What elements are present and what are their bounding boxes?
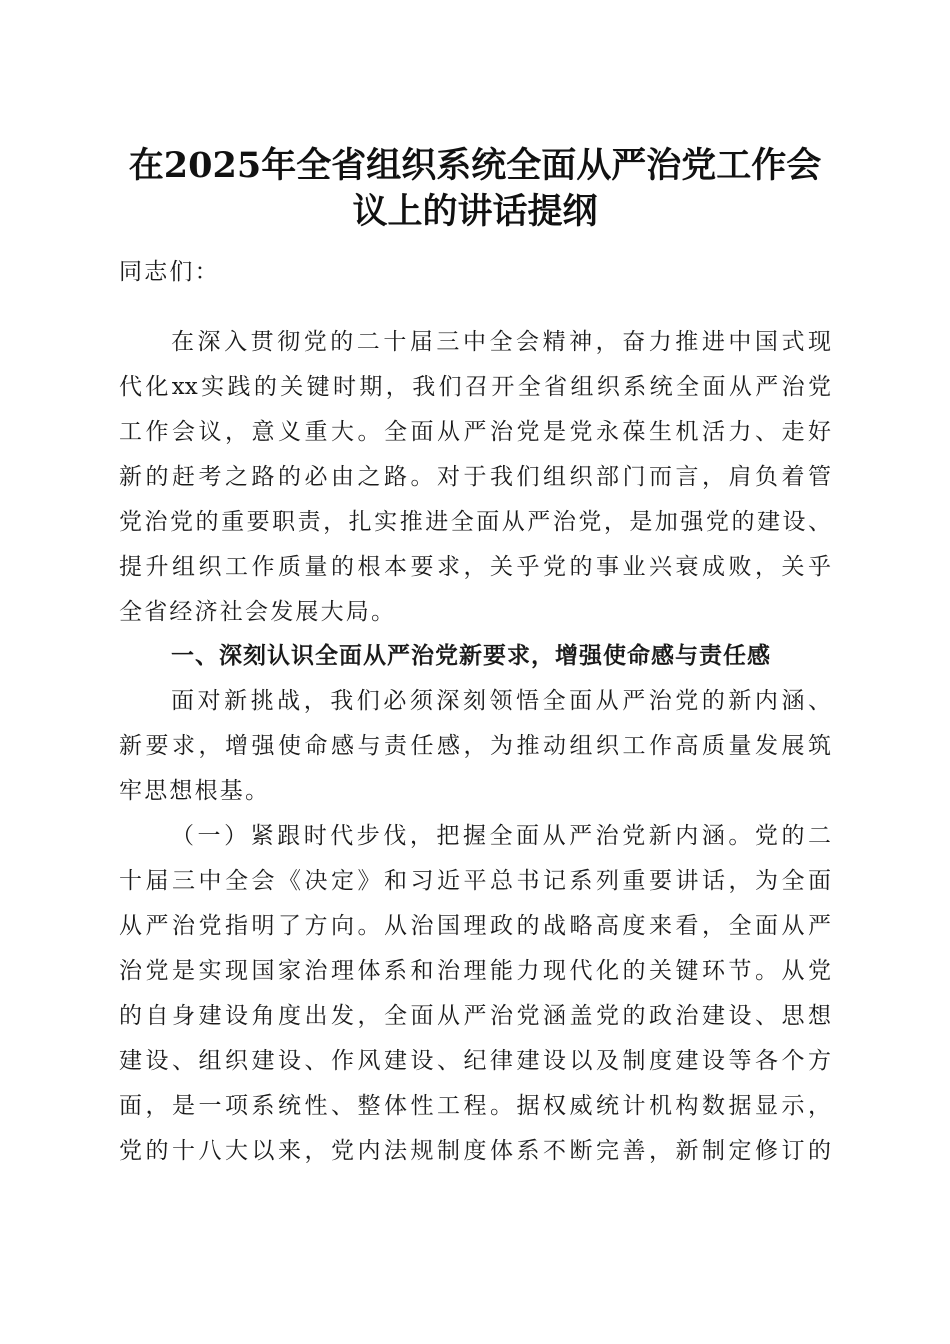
paragraph-line: 工作会议，意义重大。全面从严治党是党永葆生机活力、走好 — [119, 419, 831, 445]
paragraph-line: 建设、组织建设、作风建设、纪律建设以及制度建设等各个方 — [119, 1048, 831, 1074]
paragraph-line: 全省经济社会发展大局。 — [119, 599, 397, 625]
paragraph-line: 党治党的重要职责，扎实推进全面从严治党，是加强党的建设、 — [119, 509, 831, 535]
subsection-line: （一）紧跟时代步伐，把握全面从严治党新内涵。党的二 — [171, 823, 831, 849]
section-heading-1: 一、深刻认识全面从严治党新要求，增强使命感与责任感 — [171, 643, 771, 669]
paragraph-line: 提升组织工作质量的根本要求，关乎党的事业兴衰成败，关乎 — [119, 554, 831, 580]
salutation: 同志们： — [119, 259, 220, 285]
paragraph-line: 代化xx实践的关键时期，我们召开全省组织系统全面从严治党 — [119, 374, 831, 400]
paragraph-line: 面对新挑战，我们必须深刻领悟全面从严治党的新内涵、 — [171, 688, 831, 714]
paragraph-line: 新要求，增强使命感与责任感，为推动组织工作高质量发展筑 — [119, 733, 831, 759]
paragraph-line: 在深入贯彻党的二十届三中全会精神，奋力推进中国式现 — [171, 329, 831, 355]
document-title-line-1: 在2025年全省组织系统全面从严治党工作会 — [128, 145, 822, 186]
paragraph-line: 的自身建设角度出发，全面从严治党涵盖党的政治建设、思想 — [119, 1003, 831, 1029]
paragraph-line: 党的十八大以来，党内法规制度体系不断完善，新制定修订的 — [119, 1138, 831, 1164]
paragraph-line: 从严治党指明了方向。从治国理政的战略高度来看，全面从严 — [119, 913, 831, 939]
paragraph-line: 面，是一项系统性、整体性工程。据权威统计机构数据显示， — [119, 1093, 831, 1119]
document-title-line-2: 议上的讲话提纲 — [352, 191, 598, 232]
paragraph-line: 牢思想根基。 — [119, 778, 271, 804]
paragraph-line: 治党是实现国家治理体系和治理能力现代化的关键环节。从党 — [119, 958, 831, 984]
paragraph-line: 十届三中全会《决定》和习近平总书记系列重要讲话，为全面 — [119, 868, 831, 894]
paragraph-line: 新的赶考之路的必由之路。对于我们组织部门而言，肩负着管 — [119, 464, 831, 490]
